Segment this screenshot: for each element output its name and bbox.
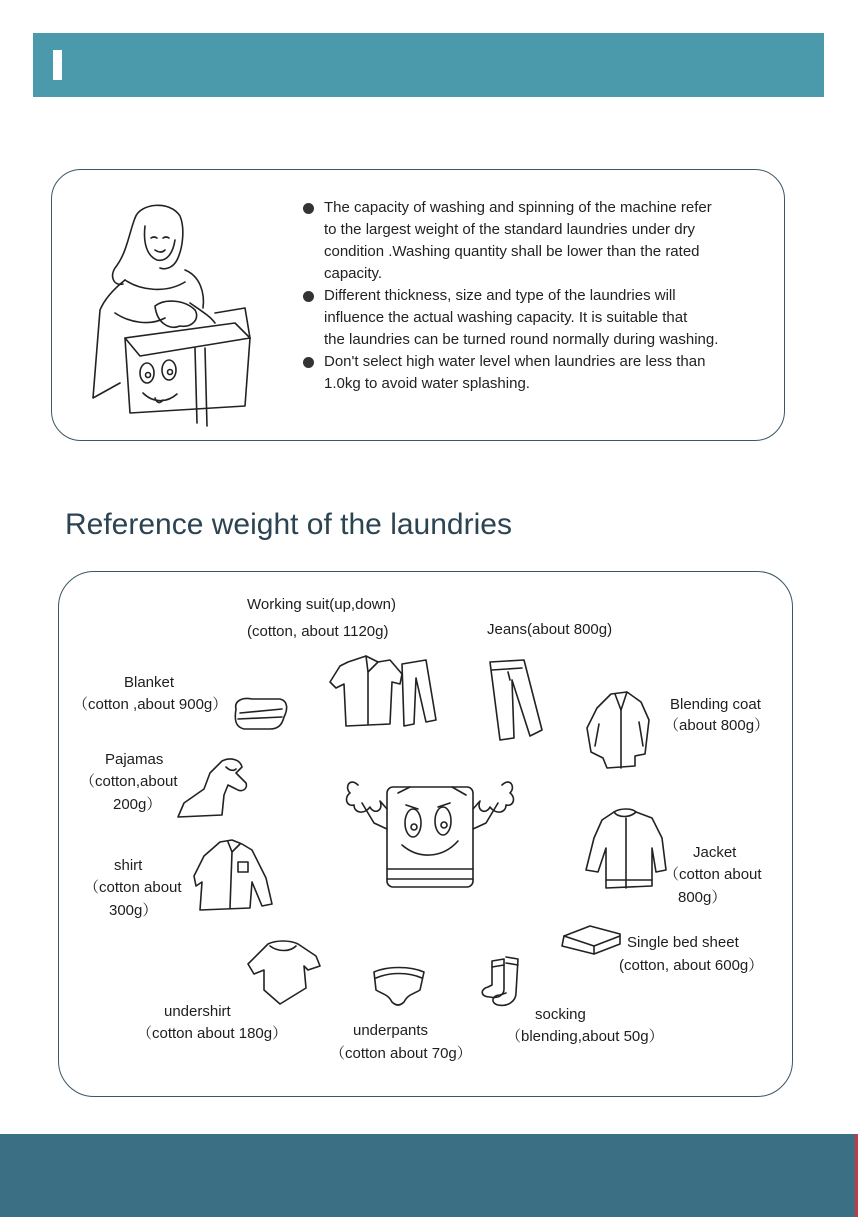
blanket-icon bbox=[232, 695, 290, 735]
jacket-label: Jacket bbox=[693, 844, 737, 861]
bed-sheet-label: Single bed sheet bbox=[627, 934, 739, 951]
jacket-weight-line1: （cotton about bbox=[664, 866, 762, 883]
working-suit-weight: (cotton, about 1120g) bbox=[247, 623, 389, 640]
pajamas-weight-line2: 200g） bbox=[113, 796, 162, 813]
washing-machine-mascot-icon bbox=[340, 775, 520, 895]
socking-label: socking bbox=[535, 1006, 586, 1023]
socking-weight: （blending,about 50g） bbox=[506, 1028, 664, 1045]
capacity-note bbox=[300, 197, 780, 285]
underpants-icon bbox=[370, 964, 428, 1008]
bullet-icon bbox=[303, 357, 314, 368]
header-band bbox=[33, 33, 824, 97]
note-line: the laundries can be turned round normally during washing. bbox=[324, 331, 719, 348]
shirt-weight-line2: 300g） bbox=[109, 902, 158, 919]
capacity-notes-list bbox=[300, 197, 780, 395]
shirt-weight-line1: （cotton about bbox=[84, 879, 182, 896]
bullet-icon bbox=[303, 203, 314, 214]
single-bed-sheet-icon bbox=[560, 924, 624, 956]
undershirt-label: undershirt bbox=[164, 1003, 231, 1020]
socks-icon bbox=[478, 955, 522, 1011]
working-suit-label: Working suit(up,down) bbox=[247, 596, 396, 613]
pajamas-label: Pajamas bbox=[105, 751, 164, 768]
blanket-label: Blanket bbox=[124, 674, 175, 691]
note-line: to the largest weight of the standard laundries under dry bbox=[324, 221, 696, 238]
note-line: capacity. bbox=[324, 265, 383, 282]
jacket-weight-line2: 800g） bbox=[678, 889, 727, 906]
blending-coat-weight: （about 800g） bbox=[664, 717, 770, 734]
pajamas-icon bbox=[176, 755, 252, 821]
note-line: Different thickness, size and type of the laundries will bbox=[324, 287, 676, 304]
note-line: Don't select high water level when laundries are less than bbox=[324, 353, 706, 370]
jeans-icon bbox=[486, 658, 551, 742]
capacity-note bbox=[300, 285, 780, 351]
capacity-note bbox=[300, 351, 780, 395]
note-line: influence the actual washing capacity. It is suitable that bbox=[324, 309, 688, 326]
woman-loading-machine-illustration bbox=[85, 198, 260, 428]
undershirt-icon bbox=[246, 938, 322, 1006]
header-marker bbox=[53, 50, 62, 80]
undershirt-weight: （cotton about 180g） bbox=[137, 1025, 288, 1042]
underpants-weight: （cotton about 70g） bbox=[330, 1045, 472, 1062]
shirt-label: shirt bbox=[114, 857, 143, 874]
bullet-icon bbox=[303, 291, 314, 302]
shirt-icon bbox=[192, 838, 276, 912]
blending-coat-icon bbox=[585, 690, 655, 772]
working-suit-icon bbox=[328, 654, 443, 732]
section-title: Reference weight of the laundries bbox=[65, 508, 512, 541]
blending-coat-label: Blending coat bbox=[670, 696, 761, 713]
bed-sheet-weight: (cotton, about 600g） bbox=[619, 957, 764, 974]
pajamas-weight-line1: （cotton,about bbox=[80, 773, 178, 790]
footer-band bbox=[0, 1134, 858, 1217]
blanket-weight: （cotton ,about 900g） bbox=[73, 696, 228, 713]
jeans-label: Jeans(about 800g) bbox=[487, 621, 613, 638]
note-line: The capacity of washing and spinning of the machine refer bbox=[324, 199, 712, 216]
underpants-label: underpants bbox=[353, 1022, 429, 1039]
note-line: condition .Washing quantity shall be lower than the rated bbox=[324, 243, 700, 260]
jacket-icon bbox=[580, 808, 670, 890]
note-line: 1.0kg to avoid water splashing. bbox=[324, 375, 530, 392]
